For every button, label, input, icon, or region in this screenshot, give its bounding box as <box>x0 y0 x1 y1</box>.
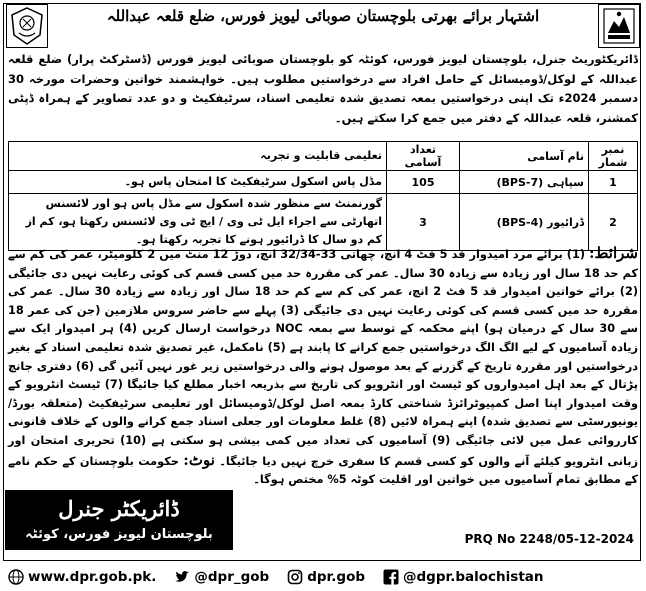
social-footer <box>0 563 646 591</box>
advertisement-title: اشتہار برائے بھرتی بلوچستان صوبائی لیویز فورس، ضلع قلعہ عبداللہ <box>106 7 540 25</box>
table-row <box>9 171 638 194</box>
intro-paragraph: ڈائریکٹوریٹ جنرل، بلوچستان لیویز فورس، کوئٹہ کو بلوچستان صوبائی لیویز فورس (ڈسٹرکٹ پرار) ضلع قلعہ عبداللہ کے لوکل/ڈومیسائل کے حامل افراد سے درخواستیں مطلوب ہیں۔ خواہشمند خواتین وحضرات مورخہ 30 دسمبر 2024ء تک اپنی درخواستیں بمعہ تصدیق شدہ تعلیمی اسناد، سرٹیفکیٹ و دو عدد تصاویر کے ہمراہ ڈپٹی کمشنر، قلعہ عبداللہ کے دفتر میں جمع کرا سکتے ہیں۔ <box>8 52 638 125</box>
post-name-cell: سپاہی (BPS-7) <box>460 171 589 194</box>
header-post-count: تعداد آسامی <box>387 142 460 171</box>
instagram-handle: dpr.gob <box>307 569 366 585</box>
table-header-row <box>9 142 638 171</box>
twitter-icon <box>174 569 190 585</box>
website-text: www.dpr.gob.pk. <box>28 569 157 585</box>
header-qualification: تعلیمی قابلیت و تجربہ <box>9 142 387 171</box>
header-post-name: نام آسامی <box>460 142 589 171</box>
levies-force-emblem <box>6 4 48 48</box>
facebook-icon <box>383 569 399 585</box>
instagram-link[interactable] <box>287 569 365 585</box>
post-count-cell: 105 <box>387 171 460 194</box>
conditions-section <box>8 244 638 490</box>
signatory-title: ڈائریکٹر جنرل <box>58 496 180 521</box>
website-link[interactable] <box>8 569 156 585</box>
note-body: حکومت بلوچستان کے حکم نامے کے مطابق تمام آسامیوں میں خواتین اور اقلیت کوٹہ 5% مختص ہوگا۔ <box>8 454 638 487</box>
qualification-cell: گورنمنٹ سے منظور شدہ اسکول سے مڈل پاس ہو اور لائسنس اتھارٹی سے اجراء ایل ٹی وی / ایچ ٹی وی لائسنس رکھتا ہو، کم از کم دو سال کا ڈرائیور ہونے کا تجربہ رکھتا ہو۔ <box>9 194 387 251</box>
signature-block <box>5 490 233 550</box>
signatory-office: بلوچستان لیویز فورس، کوئٹہ <box>25 527 213 542</box>
balochistan-government-emblem <box>598 4 640 48</box>
facebook-handle: @dgpr.balochistan <box>403 569 544 585</box>
qualification-cell: مڈل پاس اسکول سرٹیفکیٹ کا امتحان پاس ہو۔ <box>9 171 387 194</box>
header-serial-no: نمبر شمار <box>589 142 638 171</box>
post-count-cell: 3 <box>387 194 460 251</box>
instagram-icon <box>287 569 303 585</box>
serial-cell: 1 <box>589 171 638 194</box>
twitter-link[interactable] <box>174 569 269 585</box>
facebook-link[interactable] <box>383 569 543 585</box>
table-row <box>9 194 638 251</box>
serial-cell: 2 <box>589 194 638 251</box>
post-name-cell: ڈرائیور (BPS-4) <box>460 194 589 251</box>
conditions-body: (1) برائے مرد امیدوار قد 5 فٹ 4 انچ، چھاتی 33-32/34 انچ، دوڑ 12 منٹ میں 2 کلومیٹر، عمر کی کم سے کم حد 18 سال اور زیادہ سے زیادہ 30 سال۔ عمر کی مقررہ حد میں کسی قسم کی کوئی رعایت نہیں دی جائیگی (2) برائے خواتین امیدوار قد 5 فٹ 2 انچ، عمر کی کم سے کم حد 18 سال اور زیادہ سے زیادہ 30 سال۔ عمر کی مقررہ حد میں کسی قسم کی کوئی رعایت نہیں دی جائیگی (3) پہلے سے حاضر سروس ملازمین (جن کی عمر 18 سے 30 سال کے درمیان ہو) اپنے محکمہ کے توسط سے بمعہ NOC درخواست ارسال کریں (4) ہر امیدوار ایک سے زیادہ آسامیوں کے لیے الگ الگ درخواستیں جمع کرانے کا پابند ہے (5) نامکمل، غیر تصدیق شدہ تعلیمی اسناد کے بغیر درخواستیں اور مقررہ تاریخ کے گزرنے کے بعد موصول ہونے والی درخواستیں زیر غور نہیں آئیں گی (6) دفتری جانچ پڑتال کے بعد اہل امیدواروں کو ٹیسٹ اور انٹرویو کی تاریخ سے بذریعہ اخبار مطلع کیا جائیگا (7) ٹیسٹ انٹرویو کے وقت امیدوار اپنا اصل کمپیوٹرائزڈ شناختی کارڈ بمعہ اصل لوکل/ڈومیسائل اور تعلیمی سرٹیفکیٹ (متعلقہ بورڈ/یونیورسٹی سے تصدیق شدہ) اپنے ہمراہ لائیں (8) غلط معلومات اور جعلی اسناد جمع کرانے والوں کے خلاف قانونی کارروائی عمل میں لائی جائیگی (9) آسامیوں کی تعداد میں کمی بیشی ہو سکتی ہے (10) تحریری امتحان اور زبانی انٹرویو کیلئے آنے والوں کو کسی قسم کا سفری خرچ نہیں دیا جائیگا۔ <box>8 248 639 468</box>
note-label: نوٹ: <box>183 450 215 469</box>
prq-number: PRQ No 2248/05-12-2024 <box>464 532 634 546</box>
globe-icon <box>8 569 24 585</box>
conditions-title: شرائط: <box>589 244 638 262</box>
posts-table <box>8 141 638 251</box>
twitter-handle: @dpr_gob <box>194 569 270 585</box>
